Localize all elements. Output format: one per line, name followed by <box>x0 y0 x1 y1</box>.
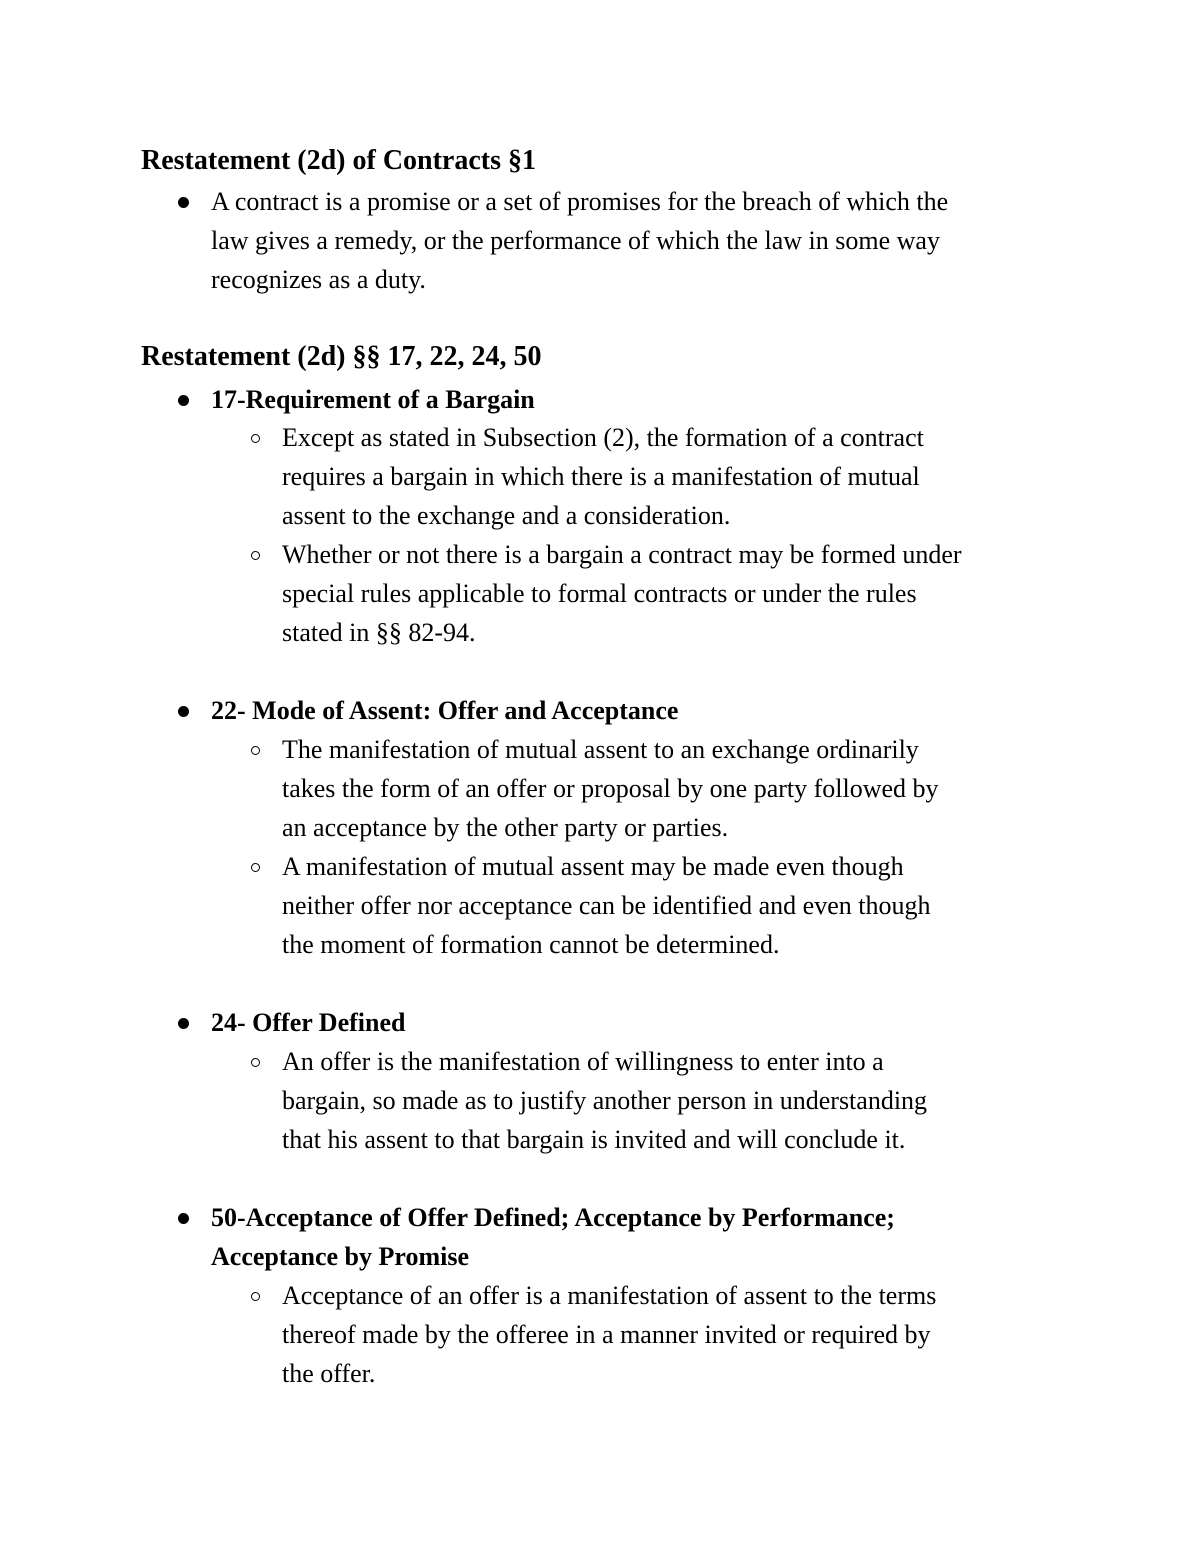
bullet-icon <box>178 1018 189 1029</box>
item-title-50-continued: Acceptance by Promise <box>211 1242 470 1271</box>
hollow-bullet-icon <box>251 434 260 443</box>
definition-line: recognizes as a duty. <box>211 265 426 294</box>
item-text-line: an acceptance by the other party or parties. <box>282 813 729 842</box>
item-text-line: assent to the exchange and a consideration. <box>282 501 731 530</box>
hollow-bullet-icon <box>251 551 260 560</box>
item-text-line: stated in §§ 82-94. <box>282 618 476 647</box>
item-title-50: 50-Acceptance of Offer Defined; Acceptance by Performance; <box>211 1203 895 1232</box>
section-heading-2: Restatement (2d) §§ 17, 22, 24, 50 <box>141 341 542 372</box>
item-text-line: neither offer nor acceptance can be identified and even though <box>282 891 931 920</box>
item-text-line: The manifestation of mutual assent to an exchange ordinarily <box>282 735 919 764</box>
item-text-line: Except as stated in Subsection (2), the formation of a contract <box>282 423 924 452</box>
hollow-bullet-icon <box>251 863 260 872</box>
item-title-17: 17-Requirement of a Bargain <box>211 385 535 414</box>
item-text-line: bargain, so made as to justify another person in understanding <box>282 1086 928 1115</box>
item-title-24: 24- Offer Defined <box>211 1008 406 1037</box>
item-text-line: that his assent to that bargain is invited and will conclude it. <box>282 1125 906 1154</box>
item-text-line: Whether or not there is a bargain a contract may be formed under <box>282 540 962 569</box>
hollow-bullet-icon <box>251 1058 260 1067</box>
item-text-line: takes the form of an offer or proposal by one party followed by <box>282 774 939 803</box>
item-text-line: Acceptance of an offer is a manifestation of assent to the terms <box>282 1281 937 1310</box>
item-text-line: A manifestation of mutual assent may be made even though <box>282 852 904 881</box>
item-text-line: special rules applicable to formal contracts or under the rules <box>282 579 917 608</box>
definition-line: A contract is a promise or a set of promises for the breach of which the <box>211 187 949 216</box>
bullet-icon <box>178 706 189 717</box>
item-text-line: the moment of formation cannot be determined. <box>282 930 780 959</box>
bullet-icon <box>178 197 189 208</box>
item-text-line: the offer. <box>282 1359 376 1388</box>
item-title-22: 22- Mode of Assent: Offer and Acceptance <box>211 696 679 725</box>
bullet-icon <box>178 395 189 406</box>
definition-line: law gives a remedy, or the performance of which the law in some way <box>211 226 940 255</box>
item-text-line: thereof made by the offeree in a manner invited or required by <box>282 1320 931 1349</box>
hollow-bullet-icon <box>251 746 260 755</box>
bullet-icon <box>178 1213 189 1224</box>
item-text-line: An offer is the manifestation of willingness to enter into a <box>282 1047 884 1076</box>
section-heading-1: Restatement (2d) of Contracts §1 <box>141 145 537 176</box>
hollow-bullet-icon <box>251 1292 260 1301</box>
item-text-line: requires a bargain in which there is a manifestation of mutual <box>282 462 920 491</box>
